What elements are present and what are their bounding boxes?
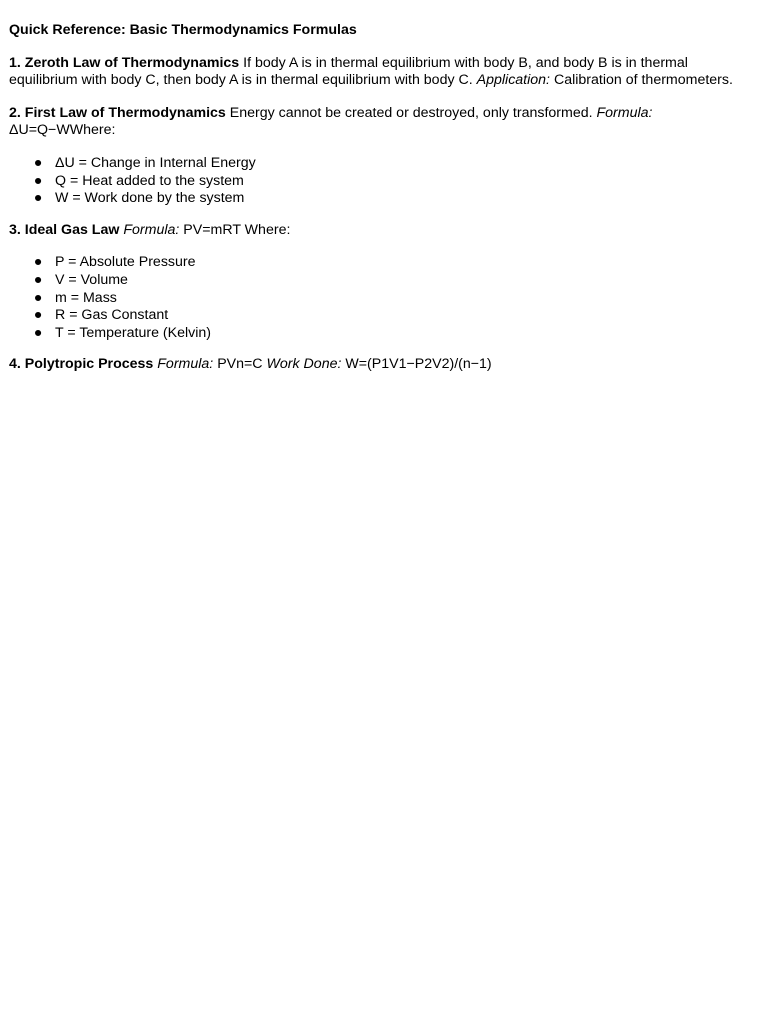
application-label: Application: — [476, 72, 550, 89]
list-item — [9, 290, 759, 308]
list-item-text: m = Mass — [55, 289, 117, 306]
formula-text: ΔU=Q−WWhere: — [9, 122, 116, 139]
work-done-label: Work Done: — [266, 356, 342, 373]
list-item — [9, 173, 759, 191]
list-item — [9, 254, 759, 272]
section-first-law — [9, 105, 759, 140]
section-heading: 1. Zeroth Law of Thermodynamics — [9, 54, 240, 71]
work-done-text: W=(P1V1−P2V2)/(n−1) — [345, 356, 492, 373]
formula-label: Formula: — [123, 221, 180, 238]
bullet-icon: ● — [33, 271, 43, 288]
ideal-gas-variable-list — [9, 254, 759, 342]
section-heading: 3. Ideal Gas Law — [9, 221, 120, 238]
list-item — [9, 155, 759, 173]
formula-label: Formula: — [157, 356, 214, 373]
document-page — [0, 0, 768, 374]
section-heading: 2. First Law of Thermodynamics — [9, 104, 226, 121]
application-text: Calibration of thermometers. — [553, 72, 733, 89]
bullet-icon: ● — [33, 172, 43, 189]
list-item — [9, 307, 759, 325]
list-item-text: R = Gas Constant — [55, 307, 169, 324]
first-law-variable-list — [9, 155, 759, 208]
list-item-text: T = Temperature (Kelvin) — [55, 324, 211, 341]
list-item-text: Q = Heat added to the system — [55, 172, 244, 189]
bullet-icon: ● — [33, 190, 43, 207]
section-polytropic-process — [9, 356, 759, 374]
section-text: Energy cannot be created or destroyed, only transformed. — [229, 104, 593, 121]
formula-label: Formula: — [596, 104, 653, 121]
list-item-text: V = Volume — [55, 271, 128, 288]
section-text: If body A is in thermal equilibrium with body B, and body B is in thermal equilibrium with body C, then body A is in thermal equilibrium with body C. — [9, 54, 688, 89]
section-zeroth-law — [9, 55, 759, 90]
document-title: Quick Reference: Basic Thermodynamics Formulas — [9, 22, 357, 38]
list-item — [9, 325, 759, 343]
list-item — [9, 272, 759, 290]
bullet-icon: ● — [33, 254, 43, 271]
list-item-text: P = Absolute Pressure — [55, 254, 196, 271]
section-ideal-gas-law — [9, 222, 759, 240]
section-heading: 4. Polytropic Process — [9, 356, 154, 373]
bullet-icon: ● — [33, 324, 43, 341]
list-item — [9, 190, 759, 208]
bullet-icon: ● — [33, 289, 43, 306]
formula-text: PVn=C — [217, 356, 263, 373]
formula-text: PV=mRT Where: — [183, 221, 291, 238]
list-item-text: ΔU = Change in Internal Energy — [55, 154, 256, 171]
bullet-icon: ● — [33, 154, 43, 171]
list-item-text: W = Work done by the system — [55, 190, 245, 207]
bullet-icon: ● — [33, 307, 43, 324]
